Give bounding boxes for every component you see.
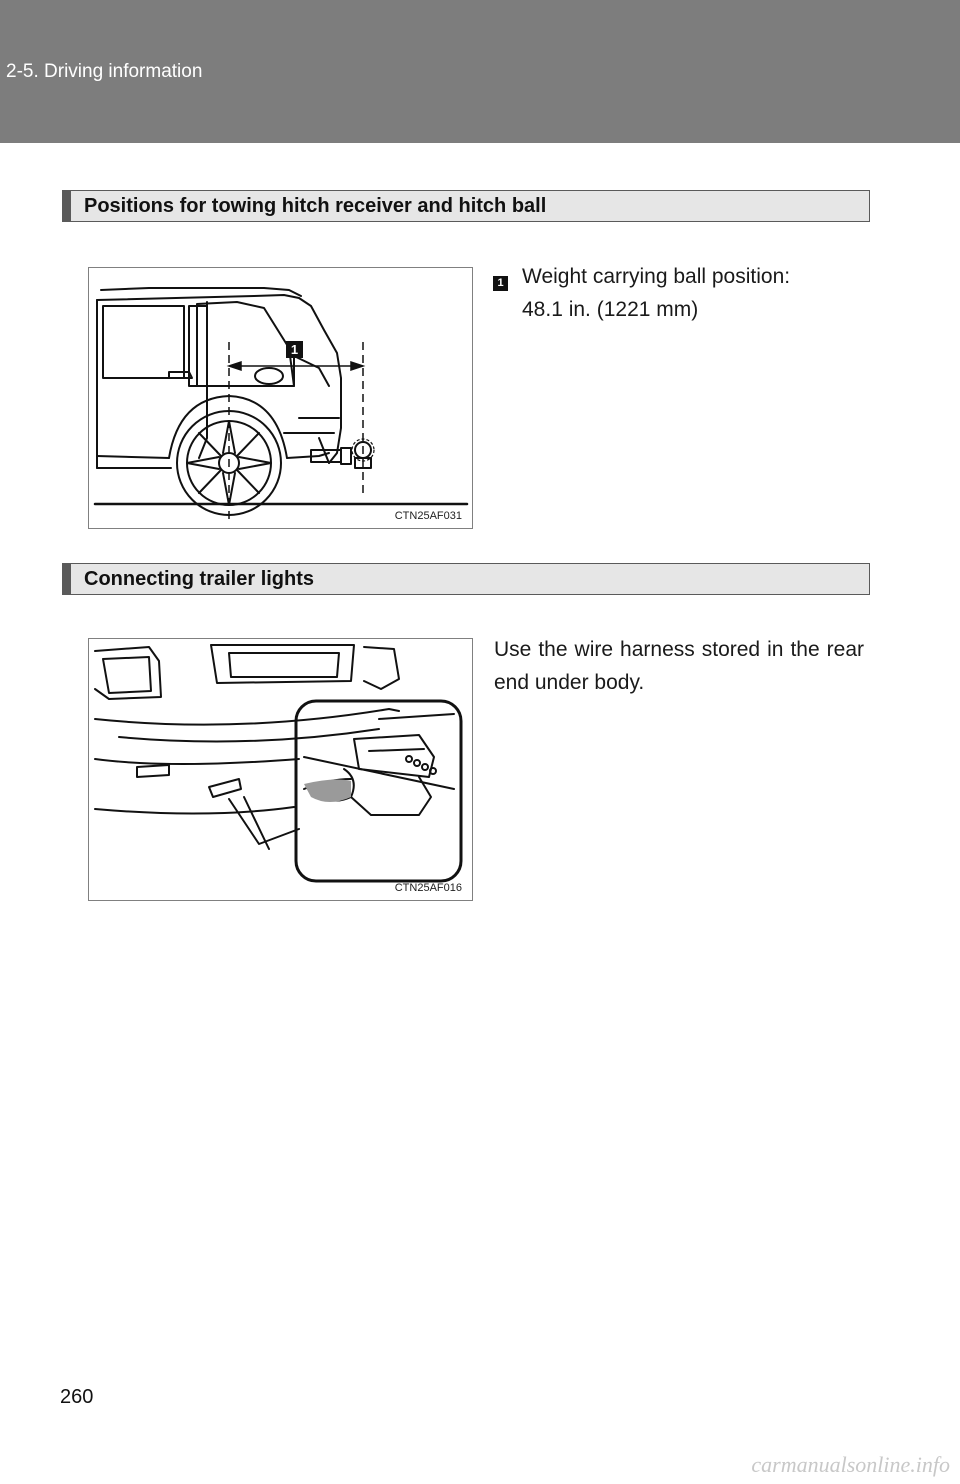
section-title-bar — [62, 190, 870, 222]
figure-code: CTN25AF016 — [394, 882, 462, 894]
body-text: Use the wire harness stored in the rear end under body. — [494, 638, 864, 694]
suv-side-view-drawing — [89, 268, 473, 529]
section-title: Positions for towing hitch receiver and hitch ball — [84, 195, 547, 217]
callout-1-badge: 1 — [286, 341, 303, 358]
section-title-bar — [62, 563, 870, 595]
section-heading: 2-5. Driving information — [6, 61, 203, 82]
item-number-badge: 1 — [493, 276, 508, 291]
title-bar-marker — [63, 191, 71, 221]
watermark: carmanualsonline.info — [751, 1452, 950, 1477]
trailer-lights-illustration — [88, 638, 473, 901]
figure-code: CTN25AF031 — [394, 510, 462, 522]
title-bar-marker — [63, 564, 71, 594]
hitch-position-illustration — [88, 267, 473, 529]
item-text-line1: Weight carrying ball position: — [522, 265, 791, 288]
item-text-line2: 48.1 in. (1221 mm) — [522, 298, 699, 321]
page-number: 260 — [60, 1386, 94, 1408]
rear-bumper-connector-drawing — [89, 639, 473, 901]
page-header — [0, 0, 960, 143]
section-title: Connecting trailer lights — [84, 568, 315, 590]
